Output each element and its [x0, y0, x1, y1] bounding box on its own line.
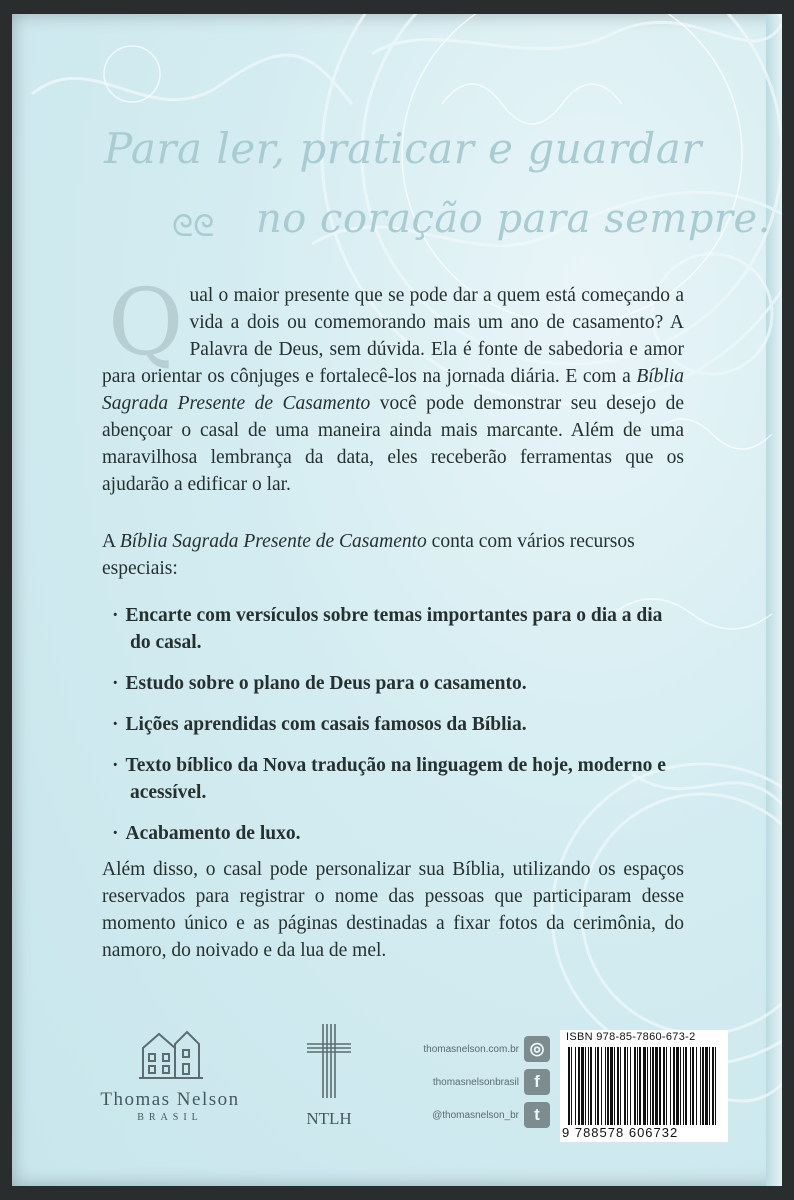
barcode-bar: [670, 1047, 671, 1125]
barcode-bar: [655, 1047, 658, 1125]
barcode-bar: [659, 1047, 661, 1125]
barcode-bar: [571, 1047, 572, 1125]
barcode-bar: [578, 1047, 580, 1125]
barcode-bar: [607, 1047, 609, 1125]
isbn-number: ISBN 978-85-7860-673-2: [566, 1031, 696, 1043]
barcode-bar: [647, 1047, 648, 1125]
social-facebook[interactable]: [412, 1067, 550, 1097]
cover-edge: [766, 14, 782, 1186]
features-intro-title: Bíblia Sagrada Presente de Casamento: [119, 531, 427, 552]
feature-item: · Encarte com versículos sobre temas importantes para o dia a dia do casal.: [112, 602, 682, 656]
social-links: [412, 1034, 550, 1133]
barcode-bar: [709, 1047, 710, 1125]
facebook-handle: thomasnelsonbrasil: [432, 1076, 519, 1088]
barcode-bar: [666, 1047, 667, 1125]
bible-title: Bíblia Sagrada Presente de Casamento: [102, 366, 684, 414]
barcode-bar: [643, 1047, 646, 1125]
barcode-bar: [617, 1047, 619, 1125]
barcode-bar: [680, 1047, 681, 1125]
barcode-bar: [683, 1047, 684, 1125]
barcode-bar: [581, 1047, 584, 1125]
globe-icon: ◎: [524, 1036, 550, 1062]
barcode-bar: [639, 1047, 641, 1125]
twitter-icon: t: [524, 1102, 550, 1128]
barcode-bar: [637, 1047, 638, 1125]
ornamental-swirls: [12, 14, 782, 1186]
website-url: thomasnelson.com.br: [423, 1043, 519, 1055]
barcode-bar: [663, 1047, 665, 1125]
barcode-bar: [624, 1047, 626, 1125]
barcode-bar: [575, 1047, 576, 1125]
facebook-icon: f: [524, 1069, 550, 1095]
barcode-bar: [634, 1047, 636, 1125]
barcode-icon: [568, 1047, 720, 1125]
intro-paragraph: [102, 269, 684, 498]
ntlh-logo: [294, 1022, 364, 1129]
barcode-bar: [630, 1047, 631, 1125]
barcode-bar: [700, 1047, 701, 1125]
feature-list: [112, 602, 682, 861]
barcode-bar: [676, 1047, 679, 1125]
barcode-bar: [588, 1047, 589, 1125]
barcode-bar: [696, 1047, 697, 1125]
social-twitter[interactable]: [412, 1100, 550, 1130]
barcode-bar: [620, 1047, 621, 1125]
ntlh-label: NTLH: [306, 1109, 352, 1128]
features-intro-prefix: A: [102, 531, 120, 552]
features-intro: [102, 528, 684, 582]
tagline-line-1: Para ler, praticar e guardar: [104, 124, 702, 173]
barcode-bar: [627, 1047, 628, 1125]
swirl-ornament-icon: ᘓᘓ: [172, 210, 215, 243]
intro-text-end: você pode demonstrar seu desejo de abençoar o casal de uma maneira ainda mais marcante. Além de uma maravilhosa lembrança da data, eles receberão ferramentas que os ajudarão a edificar o lar.: [102, 393, 684, 495]
twitter-handle: @thomasnelson_br: [432, 1109, 519, 1121]
feature-item: · Lições aprendidas com casais famosos da Bíblia.: [112, 711, 682, 738]
barcode-bar: [568, 1047, 570, 1125]
social-website[interactable]: [412, 1034, 550, 1064]
tagline-line-2: no coração para sempre.: [256, 196, 771, 242]
barcode-bar: [692, 1047, 694, 1125]
intro-text-start: ual o maior presente que se pode dar a quem está começando a vida a dois ou comemorando mais um ano de casamento? A Palavra de Deus, sem dúvida. Ela é fonte de sabedoria e amor para orientar os cônjuges e fortalecê-los na jornada diária. E com a: [102, 285, 684, 387]
building-icon: [135, 1024, 205, 1080]
closing-paragraph: Além disso, o casal pode personalizar sua Bíblia, utilizando os espaços reservados para registrar o nome das pessoas que participaram desse momento único e as páginas destinadas a fixar fotos da cerimônia, do namoro, do noivado e da lua de mel.: [102, 859, 684, 961]
drop-cap: Q: [108, 269, 184, 376]
barcode-bar: [705, 1047, 708, 1125]
barcode-label: [560, 1030, 728, 1142]
barcode-bar: [712, 1047, 714, 1125]
cross-icon: [303, 1022, 355, 1100]
barcode-bar: [597, 1047, 599, 1125]
publisher-country: BRASIL: [137, 1112, 203, 1123]
barcode-bar: [673, 1047, 675, 1125]
barcode-bar: [614, 1047, 615, 1125]
barcode-bar: [590, 1047, 592, 1125]
barcode-bar: [702, 1047, 704, 1125]
features-intro-suffix: conta com vários recursos especiais:: [102, 531, 635, 579]
barcode-bar: [715, 1047, 716, 1125]
barcode-bar: [685, 1047, 687, 1125]
publisher-name: Thomas Nelson: [100, 1089, 240, 1110]
barcode-bar: [610, 1047, 613, 1125]
barcode-bar: [652, 1047, 654, 1125]
barcode-bar: [650, 1047, 651, 1125]
thomas-nelson-logo: [90, 1024, 250, 1123]
barcode-bar: [595, 1047, 596, 1125]
feature-item: · Texto bíblico da Nova tradução na linguagem de hoje, moderno e acessível.: [112, 752, 682, 806]
barcode-bar: [690, 1047, 691, 1125]
barcode-bar: [601, 1047, 602, 1125]
barcode-bar: [605, 1047, 606, 1125]
feature-item: · Estudo sobre o plano de Deus para o casamento.: [112, 670, 682, 697]
barcode-bar: [585, 1047, 586, 1125]
feature-item: · Acabamento de luxo.: [112, 820, 682, 847]
ean-number: 9 788578 606732: [562, 1125, 679, 1140]
book-back-cover: [12, 14, 782, 1186]
